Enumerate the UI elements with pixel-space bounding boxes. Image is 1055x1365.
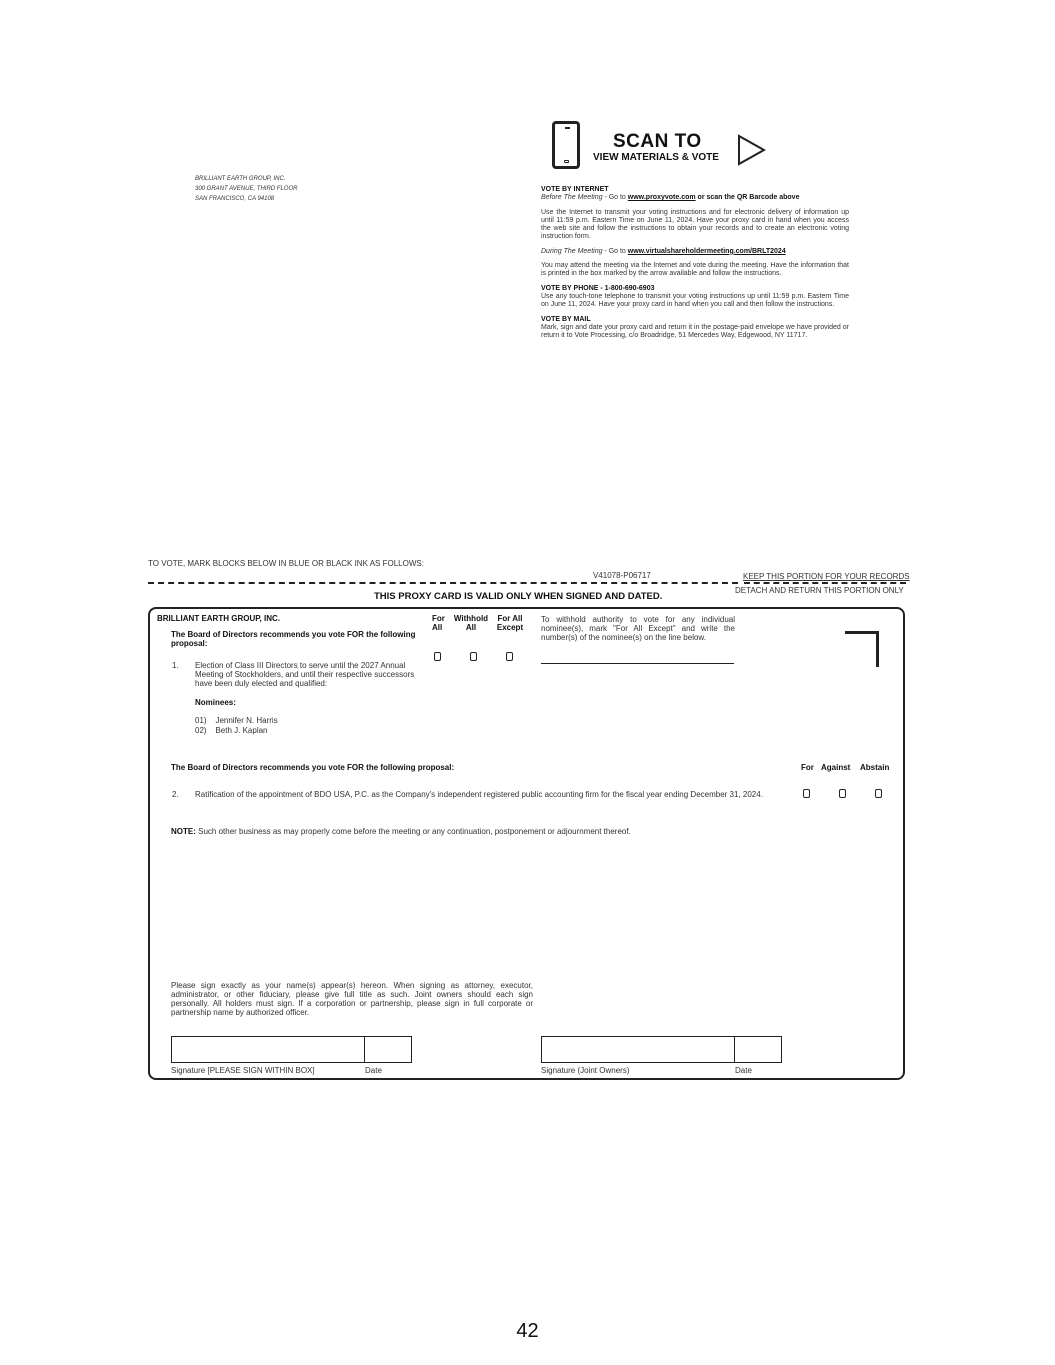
play-arrow-icon: [737, 134, 767, 166]
column-abstain: Abstain: [860, 763, 890, 772]
smartphone-icon: [552, 121, 580, 169]
note: [171, 827, 631, 836]
checkbox-against[interactable]: [839, 789, 846, 798]
proposal-1-number: 1.: [172, 661, 179, 670]
vote-internet-heading: VOTE BY INTERNET: [541, 186, 609, 193]
vote-internet-body: Use the Internet to transmit your voting instructions and for electronic delivery of information up until 11:59 p.m. Eastern Time on June 11, 2024. Have your proxy card in hand when you access the web site and follow the instructions to obtain your records and to create an electronic voting instruction form.: [541, 208, 849, 241]
virtual-meeting-link[interactable]: www.virtualshareholdermeeting.com/BRLT2024: [627, 247, 786, 255]
vote-phone-body: Use any touch-tone telephone to transmit your voting instructions up until 11:59 p.m. Eastern Time on June 11, 2024. Have your proxy card in hand when you call and then follow the instructions.: [541, 292, 849, 309]
detach-portion-label: DETACH AND RETURN THIS PORTION ONLY: [735, 586, 904, 595]
nominee-1: [195, 716, 278, 725]
nominee-2-number: 02): [195, 726, 207, 735]
company-name: BRILLIANT EARTH GROUP, INC.: [157, 614, 280, 623]
detach-line-right: [744, 582, 906, 584]
keep-portion-label: KEEP THIS PORTION FOR YOUR RECORDS: [743, 572, 910, 581]
column-for-all-except: For All Except: [496, 614, 524, 632]
scan-title: SCAN TO: [613, 131, 702, 152]
column-withhold-all: Withhold All: [453, 614, 489, 632]
joint-signature-box[interactable]: [541, 1036, 735, 1063]
except-write-in-line[interactable]: [541, 663, 734, 664]
nominee-1-number: 01): [195, 716, 207, 725]
note-text: Such other business as may properly come before the meeting or any continuation, postponement or adjournment thereof.: [195, 827, 631, 836]
nominee-2-name: Beth J. Kaplan: [215, 726, 268, 735]
checkbox-for-all-except[interactable]: [506, 652, 513, 661]
address-line-3: SAN FRANCISCO, CA 94108: [195, 196, 275, 202]
column-for-all: For All: [432, 614, 445, 632]
signature-box[interactable]: [171, 1036, 365, 1063]
joint-signature-label: Signature (Joint Owners): [541, 1066, 630, 1075]
column-against: Against: [821, 763, 851, 772]
corner-mark: [845, 631, 879, 667]
vote-phone-heading: VOTE BY PHONE - 1-800-690-6903: [541, 284, 655, 292]
checkbox-withhold-all[interactable]: [470, 652, 477, 661]
date-label: Date: [365, 1066, 382, 1075]
valid-notice: THIS PROXY CARD IS VALID ONLY WHEN SIGNED AND DATED.: [374, 591, 663, 602]
before-meeting-label: Before The Meeting: [541, 194, 603, 202]
ink-instructions: TO VOTE, MARK BLOCKS BELOW IN BLUE OR BLACK INK AS FOLLOWS:: [148, 559, 424, 568]
vote-mail-heading: VOTE BY MAIL: [541, 315, 591, 323]
date-box[interactable]: [364, 1036, 412, 1063]
address-line-1: BRILLIANT EARTH GROUP, INC.: [195, 176, 286, 182]
checkbox-for[interactable]: [803, 789, 810, 798]
nominees-label: Nominees:: [195, 698, 236, 707]
vote-mail-body: Mark, sign and date your proxy card and return it in the postage-paid envelope we have provided or return it to Vote Processing, c/o Broadridge, 51 Mercedes Way, Edgewood, NY 11717.: [541, 323, 849, 340]
column-for: For: [801, 763, 814, 772]
proposal-2-text: Ratification of the appointment of BDO USA, P.C. as the Company's independent registered public accounting firm for the fiscal year ending December 31, 2024.: [195, 790, 763, 799]
withhold-instructions: To withhold authority to vote for any individual nominee(s), mark "For All Except" and write the number(s) of the nominee(s) on the line below.: [541, 615, 735, 642]
note-label: NOTE:: [171, 827, 196, 836]
proposal-1-text: Election of Class III Directors to serve until the 2027 Annual Meeting of Stockholders, and until their respective successors have been duly elected and qualified:: [195, 661, 415, 688]
before-meeting-text: - Go to: [602, 194, 628, 202]
control-code: V41078-P06717: [593, 571, 651, 580]
detach-line-left: [148, 582, 738, 584]
nominee-2: [195, 726, 268, 735]
during-meeting-body: You may attend the meeting via the Internet and vote during the meeting. Have the information that is printed in the box marked by the arrow available and follow the instructions.: [541, 262, 849, 278]
during-meeting-text: - Go to: [602, 247, 628, 255]
scan-subtitle: VIEW MATERIALS & VOTE: [593, 152, 719, 163]
page-number: 42: [516, 1320, 539, 1342]
signature-label: Signature [PLEASE SIGN WITHIN BOX]: [171, 1066, 315, 1075]
checkbox-abstain[interactable]: [875, 789, 882, 798]
proxyvote-link[interactable]: www.proxyvote.com: [627, 194, 696, 202]
checkbox-for-all[interactable]: [434, 652, 441, 661]
board-recommendation-2: The Board of Directors recommends you vote FOR the following proposal:: [171, 763, 455, 772]
sender-address: [195, 174, 297, 204]
joint-date-box[interactable]: [734, 1036, 782, 1063]
joint-date-label: Date: [735, 1066, 752, 1075]
vote-internet-section: [541, 186, 849, 340]
sign-instructions: Please sign exactly as your name(s) appear(s) hereon. When signing as attorney, executor, administrator, or other fiduciary, please give full title as such. Joint owners should each sign personally. All holders must sign. If a corporation or partnership, please sign in full corporate or partnership name by authorized officer.: [171, 981, 533, 1017]
board-recommendation-1: The Board of Directors recommends you vote FOR the following proposal:: [171, 630, 416, 648]
address-line-2: 300 GRANT AVENUE, THIRD FLOOR: [195, 186, 298, 192]
before-meeting-suffix: or scan the QR Barcode above: [695, 194, 800, 202]
nominee-1-name: Jennifer N. Harris: [215, 716, 278, 725]
during-meeting-label: During The Meeting: [541, 247, 603, 255]
proposal-2-number: 2.: [172, 790, 179, 799]
